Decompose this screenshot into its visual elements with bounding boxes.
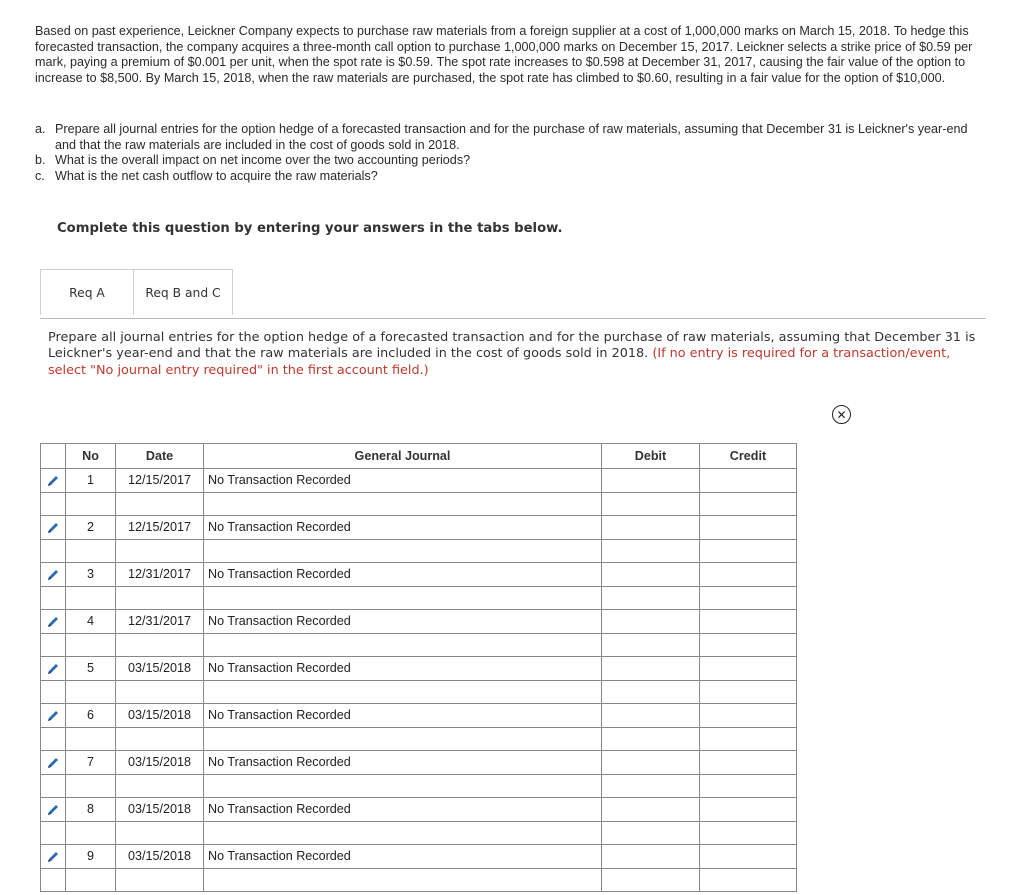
blank-cell [116, 774, 204, 798]
blank-debit-cell[interactable] [602, 492, 700, 516]
problem-statement: Based on past experience, Leickner Company expects to purchase raw materials from a foreign supplier at a cost of 1,000,000 marks on March 15, 2018. To hedge this forecasted transaction, the company acquires a three-month call option to purchase 1,000,000 marks on December 15, 2017. Leickner selects a strike price of $0.59 per mark, paying a premium of $0.001 per unit, when the spot rate is $0.59. The spot rate increases to $0.598 at December 31, 2017, causing the fair value of the option to increase to $8,500. By March 15, 2018, when the raw materials are purchased, the spot rate has climbed to $0.60, resulting in a fair value for the option of $10,000. [35, 24, 973, 85]
question-label: a. [35, 122, 46, 136]
row-date: 03/15/2018 [116, 751, 204, 775]
edit-cell[interactable] [41, 563, 66, 587]
row-date: 12/15/2017 [116, 469, 204, 493]
prompt-main: Prepare all journal entries for the option hedge of a forecasted transaction and for the purchase of raw materials, assuming that December 31 is Leickner's year-end and that the raw materials are included in the cost of goods sold in 2018. [48, 330, 976, 362]
pencil-icon[interactable] [46, 614, 60, 628]
blank-credit-cell[interactable] [700, 727, 797, 751]
table-row [41, 469, 797, 493]
debit-cell[interactable] [602, 657, 700, 681]
blank-cell [66, 868, 116, 892]
blank-account-cell[interactable] [204, 586, 602, 610]
table-row-blank [41, 539, 797, 563]
edit-cell-blank [41, 727, 66, 751]
row-number: 1 [66, 469, 116, 493]
edit-cell[interactable] [41, 657, 66, 681]
row-number: 9 [66, 845, 116, 869]
credit-cell[interactable] [700, 563, 797, 587]
date-header: Date [116, 444, 204, 469]
journal-table [40, 443, 797, 892]
question-a [35, 122, 990, 153]
row-date: 03/15/2018 [116, 704, 204, 728]
edit-cell-blank [41, 633, 66, 657]
edit-cell[interactable] [41, 469, 66, 493]
close-icon[interactable]: ✕ [832, 405, 851, 424]
table-row-blank [41, 774, 797, 798]
table-row [41, 798, 797, 822]
row-account[interactable]: No Transaction Recorded [204, 798, 602, 822]
table-row [41, 751, 797, 775]
blank-credit-cell[interactable] [700, 586, 797, 610]
credit-cell[interactable] [700, 516, 797, 540]
row-number: 5 [66, 657, 116, 681]
row-account[interactable]: No Transaction Recorded [204, 563, 602, 587]
edit-cell-blank [41, 539, 66, 563]
question-text: Prepare all journal entries for the option hedge of a forecasted transaction and for the purchase of raw materials, assuming that December 31 is Leickner's year-end and that the raw materials are included in the cost of goods sold in 2018. [55, 122, 968, 152]
credit-cell[interactable] [700, 610, 797, 634]
pencil-icon[interactable] [46, 849, 60, 863]
pencil-icon[interactable] [46, 520, 60, 534]
table-row [41, 845, 797, 869]
edit-cell[interactable] [41, 516, 66, 540]
row-account[interactable]: No Transaction Recorded [204, 469, 602, 493]
credit-cell[interactable] [700, 657, 797, 681]
blank-credit-cell[interactable] [700, 633, 797, 657]
row-date: 03/15/2018 [116, 657, 204, 681]
blank-debit-cell[interactable] [602, 727, 700, 751]
debit-cell[interactable] [602, 798, 700, 822]
table-row-blank [41, 586, 797, 610]
edit-cell-blank [41, 821, 66, 845]
row-account[interactable]: No Transaction Recorded [204, 657, 602, 681]
blank-debit-cell[interactable] [602, 821, 700, 845]
blank-cell [116, 727, 204, 751]
edit-cell[interactable] [41, 704, 66, 728]
row-date: 12/31/2017 [116, 610, 204, 634]
row-date: 12/15/2017 [116, 516, 204, 540]
table-row-blank [41, 680, 797, 704]
table-row [41, 516, 797, 540]
blank-account-cell[interactable] [204, 821, 602, 845]
debit-header: Debit [602, 444, 700, 469]
blank-debit-cell[interactable] [602, 868, 700, 892]
question-label: b. [35, 153, 46, 168]
table-row [41, 704, 797, 728]
row-date: 03/15/2018 [116, 845, 204, 869]
blank-credit-cell[interactable] [700, 680, 797, 704]
blank-cell [116, 539, 204, 563]
pencil-icon[interactable] [46, 802, 60, 816]
debit-cell[interactable] [602, 610, 700, 634]
blank-credit-cell[interactable] [700, 539, 797, 563]
blank-account-cell[interactable] [204, 680, 602, 704]
blank-debit-cell[interactable] [602, 633, 700, 657]
blank-cell [66, 492, 116, 516]
blank-cell [66, 821, 116, 845]
row-number: 7 [66, 751, 116, 775]
blank-cell [66, 774, 116, 798]
tab-divider [40, 318, 986, 319]
row-date: 12/31/2017 [116, 563, 204, 587]
edit-cell[interactable] [41, 798, 66, 822]
edit-cell[interactable] [41, 751, 66, 775]
edit-cell-blank [41, 586, 66, 610]
blank-credit-cell[interactable] [700, 868, 797, 892]
debit-cell[interactable] [602, 704, 700, 728]
row-number: 3 [66, 563, 116, 587]
blank-debit-cell[interactable] [602, 774, 700, 798]
debit-cell[interactable] [602, 516, 700, 540]
pencil-icon[interactable] [46, 708, 60, 722]
question-b [35, 153, 990, 169]
credit-cell[interactable] [700, 469, 797, 493]
table-row-blank [41, 727, 797, 751]
credit-cell[interactable] [700, 798, 797, 822]
table-row-blank [41, 633, 797, 657]
blank-cell [116, 868, 204, 892]
debit-cell[interactable] [602, 845, 700, 869]
row-account[interactable]: No Transaction Recorded [204, 516, 602, 540]
blank-cell [66, 680, 116, 704]
blank-debit-cell[interactable] [602, 680, 700, 704]
tab-req-b-and-c[interactable]: Req B and C [133, 269, 233, 315]
blank-cell [116, 633, 204, 657]
row-account[interactable]: No Transaction Recorded [204, 704, 602, 728]
blank-cell [116, 680, 204, 704]
blank-account-cell[interactable] [204, 774, 602, 798]
credit-cell[interactable] [700, 751, 797, 775]
row-number: 6 [66, 704, 116, 728]
prompt-note: (If no entry is required for a transaction/event, select "No journal entry required" in the first account field.) [48, 346, 951, 378]
table-row-blank [41, 492, 797, 516]
question-list [35, 122, 990, 184]
table-row-blank [41, 868, 797, 892]
question-text: What is the overall impact on net income over the two accounting periods? [55, 153, 471, 168]
general-journal-header: General Journal [204, 444, 602, 469]
row-number: 2 [66, 516, 116, 540]
row-number: 4 [66, 610, 116, 634]
pencil-icon[interactable] [46, 661, 60, 675]
table-row [41, 657, 797, 681]
blank-cell [66, 539, 116, 563]
pencil-icon[interactable] [46, 567, 60, 581]
blank-credit-cell[interactable] [700, 774, 797, 798]
row-account[interactable]: No Transaction Recorded [204, 610, 602, 634]
edit-cell[interactable] [41, 845, 66, 869]
row-account[interactable]: No Transaction Recorded [204, 845, 602, 869]
question-text: What is the net cash outflow to acquire the raw materials? [55, 168, 378, 183]
no-header: No [66, 444, 116, 469]
blank-account-cell[interactable] [204, 492, 602, 516]
blank-cell [66, 633, 116, 657]
debit-cell[interactable] [602, 469, 700, 493]
blank-account-cell[interactable] [204, 633, 602, 657]
blank-credit-cell[interactable] [700, 821, 797, 845]
row-date: 03/15/2018 [116, 798, 204, 822]
blank-cell [116, 821, 204, 845]
debit-cell[interactable] [602, 563, 700, 587]
journal-body [41, 469, 797, 892]
credit-cell[interactable] [700, 845, 797, 869]
table-row-blank [41, 821, 797, 845]
blank-account-cell[interactable] [204, 539, 602, 563]
credit-header: Credit [700, 444, 797, 469]
tab-prompt [48, 330, 978, 379]
row-number: 8 [66, 798, 116, 822]
edit-cell[interactable] [41, 610, 66, 634]
pencil-icon[interactable] [46, 755, 60, 769]
pencil-icon[interactable] [46, 473, 60, 487]
table-row [41, 610, 797, 634]
blank-account-cell[interactable] [204, 727, 602, 751]
edit-cell-blank [41, 680, 66, 704]
edit-column-header [41, 444, 66, 469]
edit-cell-blank [41, 492, 66, 516]
tab-bar [40, 269, 233, 315]
credit-cell[interactable] [700, 704, 797, 728]
tab-req-a[interactable]: Req A [40, 269, 133, 315]
instruction-text: Complete this question by entering your answers in the tabs below. [57, 221, 563, 236]
blank-credit-cell[interactable] [700, 492, 797, 516]
table-header-row [41, 444, 797, 469]
blank-account-cell[interactable] [204, 868, 602, 892]
debit-cell[interactable] [602, 751, 700, 775]
blank-debit-cell[interactable] [602, 539, 700, 563]
edit-cell-blank [41, 868, 66, 892]
row-account[interactable]: No Transaction Recorded [204, 751, 602, 775]
blank-cell [66, 586, 116, 610]
blank-cell [116, 586, 204, 610]
question-label: c. [35, 168, 45, 183]
edit-cell-blank [41, 774, 66, 798]
table-row [41, 563, 797, 587]
blank-cell [66, 727, 116, 751]
blank-debit-cell[interactable] [602, 586, 700, 610]
question-c [35, 169, 990, 185]
blank-cell [116, 492, 204, 516]
